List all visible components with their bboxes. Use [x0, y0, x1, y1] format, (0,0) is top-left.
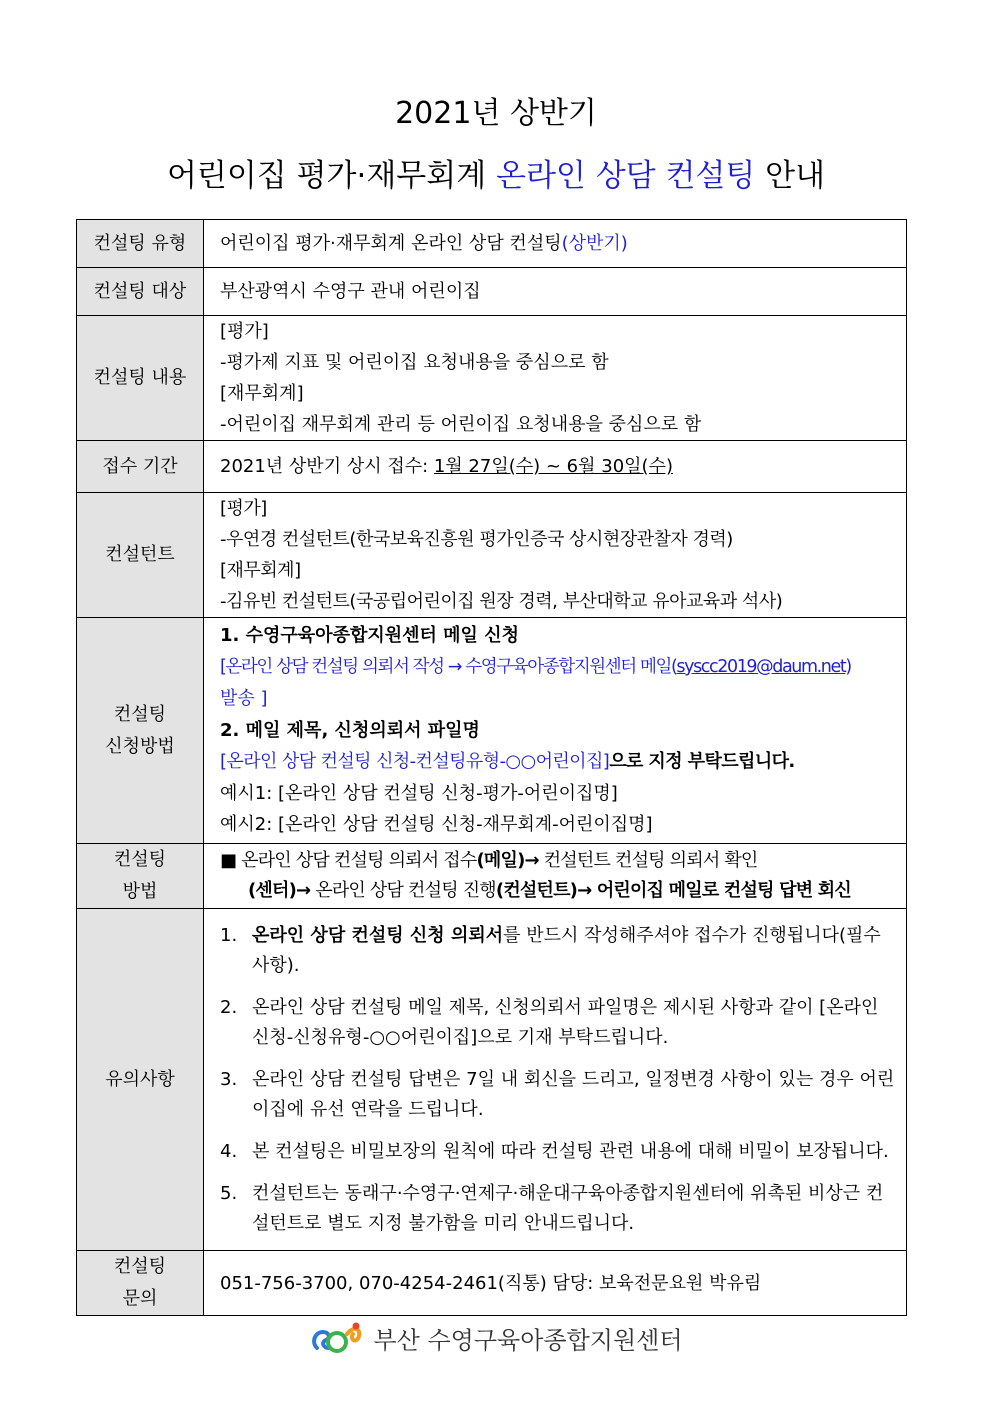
- content-value: [204, 316, 907, 441]
- apply-email[interactable]: syscc2019@daum.net: [676, 656, 846, 677]
- note-num: 1.: [220, 924, 238, 946]
- target-value: 부산광역시 수영구 관내 어린이집: [204, 268, 907, 316]
- apply-l2: [220, 652, 894, 684]
- apply-l3: 발송 ]: [220, 688, 268, 710]
- consultant-l4: -김유빈 컨설턴트(국공립어린이집 원장 경력, 부산대학교 유아교육과 석사): [220, 591, 783, 612]
- row-type: [77, 220, 907, 268]
- title-black: 어린이집 평가·재무회계: [166, 158, 496, 194]
- method-value: [204, 844, 907, 909]
- note-item: [220, 1065, 896, 1125]
- note-item: [220, 1179, 896, 1239]
- content-label: 컨설팅 내용: [77, 316, 204, 441]
- consultant-l1: [평가]: [220, 498, 267, 519]
- footer: [0, 1318, 992, 1358]
- note-item: [220, 993, 896, 1053]
- period-dates: 1월 27일(수) ~ 6월 30일(수): [433, 456, 673, 477]
- content-l4: -어린이집 재무회계 관리 등 어린이집 요청내용을 중심으로 함: [220, 414, 702, 435]
- row-method: [77, 844, 907, 909]
- content-l3: [재무회계]: [220, 383, 304, 404]
- apply-label-2: 신청방법: [105, 735, 175, 757]
- inquiry-label-1: 컨설팅: [113, 1256, 167, 1277]
- method-l1c: 컨설턴트 컨설팅 의뢰서 확인: [538, 850, 758, 871]
- note-item: [220, 1137, 896, 1167]
- note-text: 컨설턴트는 동래구·수영구·연제구·해운대구육아종합지원센터에 위촉된 비상근 컨설턴트로 별도 지정 불가함을 미리 안내드립니다.: [252, 1182, 884, 1234]
- note-bold: 온라인 상담 컨설팅 신청 의뢰서: [252, 924, 504, 946]
- method-l1: [220, 846, 894, 876]
- apply-l6: 예시1: [온라인 상담 컨설팅 신청-평가-어린이집명]: [220, 782, 618, 804]
- apply-value: [204, 618, 907, 844]
- consultant-l3: [재무회계]: [220, 560, 301, 581]
- type-a: 어린이집 평가·재무회계: [220, 233, 406, 254]
- type-c: (상반기): [561, 233, 628, 254]
- method-l2c: (컨설턴트)→ 어린이집 메일로 컨설팅 답변 회신: [495, 880, 851, 901]
- period-b: 상시 접수:: [341, 456, 434, 477]
- apply-l2c: ): [845, 656, 851, 677]
- method-l2b: 온라인 상담 컨설팅 진행: [310, 880, 496, 901]
- notes-value: [204, 909, 907, 1251]
- note-item: [220, 921, 896, 981]
- apply-l2a: [온라인 상담 컨설팅 의뢰서 작성 → 수영구육아종합지원센터 메일(: [220, 656, 677, 677]
- footer-org: 부산 수영구육아종합지원센터: [373, 1326, 683, 1355]
- type-b: 온라인 상담 컨설팅: [405, 233, 562, 254]
- type-label: 컨설팅 유형: [77, 220, 204, 268]
- row-notes: [77, 909, 907, 1251]
- period-value: [204, 441, 907, 493]
- note-text: 온라인 상담 컨설팅 답변은 7일 내 회신을 드리고, 일정변경 사항이 있는 경우 어린이집에 유선 연락을 드립니다.: [252, 1068, 895, 1120]
- apply-label-1: 컨설팅: [113, 703, 167, 725]
- row-period: [77, 441, 907, 493]
- method-label: [77, 844, 204, 909]
- apply-l7: 예시2: [온라인 상담 컨설팅 신청-재무회계-어린이집명]: [220, 814, 653, 836]
- row-apply: [77, 618, 907, 844]
- target-label: 컨설팅 대상: [77, 268, 204, 316]
- apply-l5a: [온라인 상담 컨설팅 신청-컨설팅유형-○○어린이집]: [220, 751, 610, 773]
- content-l2: -평가제 지표 및 어린이집 요청내용을 중심으로 함: [220, 352, 609, 373]
- method-l2: [220, 876, 894, 906]
- content-l1: [평가]: [220, 321, 269, 342]
- row-inquiry: [77, 1251, 907, 1316]
- note-text: 를 반드시 작성해주셔야 접수가 진행됩니다(필수사항).: [252, 924, 881, 976]
- method-l1b: (메일)→: [476, 850, 539, 871]
- title-line1: 2021년 상반기: [395, 96, 597, 131]
- method-l2a: (센터)→: [248, 880, 311, 901]
- period-label: 접수 기간: [77, 441, 204, 493]
- inquiry-label: [77, 1251, 204, 1316]
- apply-l5b: 으로 지정 부탁드립니다.: [609, 751, 795, 773]
- note-num: 4.: [220, 1140, 238, 1162]
- method-label-1: 컨설팅: [113, 849, 167, 870]
- row-target: [77, 268, 907, 316]
- row-content: [77, 316, 907, 441]
- notes-label: 유의사항: [77, 909, 204, 1251]
- notes-list: [220, 921, 896, 1239]
- apply-label: [77, 618, 204, 844]
- note-num: 2.: [220, 996, 238, 1018]
- apply-l4: 2. 메일 제목, 신청의뢰서 파일명: [220, 719, 480, 741]
- method-l1a: ■ 온라인 상담 컨설팅 의뢰서 접수: [220, 850, 477, 871]
- period-a: 2021년 상반기: [220, 456, 342, 477]
- note-text: 온라인 상담 컨설팅 메일 제목, 신청의뢰서 파일명은 제시된 사항과 같이 [온라인 신청-신청유형-○○어린이집]으로 기재 부탁드립니다.: [252, 996, 879, 1048]
- method-label-2: 방법: [122, 881, 158, 902]
- apply-l5: [220, 746, 894, 778]
- consultant-label: 컨설턴트: [77, 493, 204, 618]
- center-logo-icon: [309, 1318, 365, 1358]
- inquiry-value: 051-756-3700, 070-4254-2461(직통) 담당: 보육전문요원 박유림: [204, 1251, 907, 1316]
- title-line2: [0, 150, 992, 195]
- consultant-l2: -우연경 컨설턴트(한국보육진흥원 평가인증국 상시현장관찰자 경력): [220, 529, 733, 550]
- note-num: 5.: [220, 1182, 238, 1204]
- consultant-value: [204, 493, 907, 618]
- type-value: [204, 220, 907, 268]
- inquiry-label-2: 문의: [122, 1288, 158, 1309]
- title-tail: 안내: [755, 158, 826, 194]
- note-num: 3.: [220, 1068, 238, 1090]
- row-consultant: [77, 493, 907, 618]
- info-table: [76, 219, 907, 1316]
- apply-l1: 1. 수영구육아종합지원센터 메일 신청: [220, 625, 519, 647]
- note-text: 본 컨설팅은 비밀보장의 원칙에 따라 컨설팅 관련 내용에 대해 비밀이 보장됩니다.: [252, 1140, 889, 1162]
- title-blue: 온라인 상담 컨설팅: [496, 158, 756, 194]
